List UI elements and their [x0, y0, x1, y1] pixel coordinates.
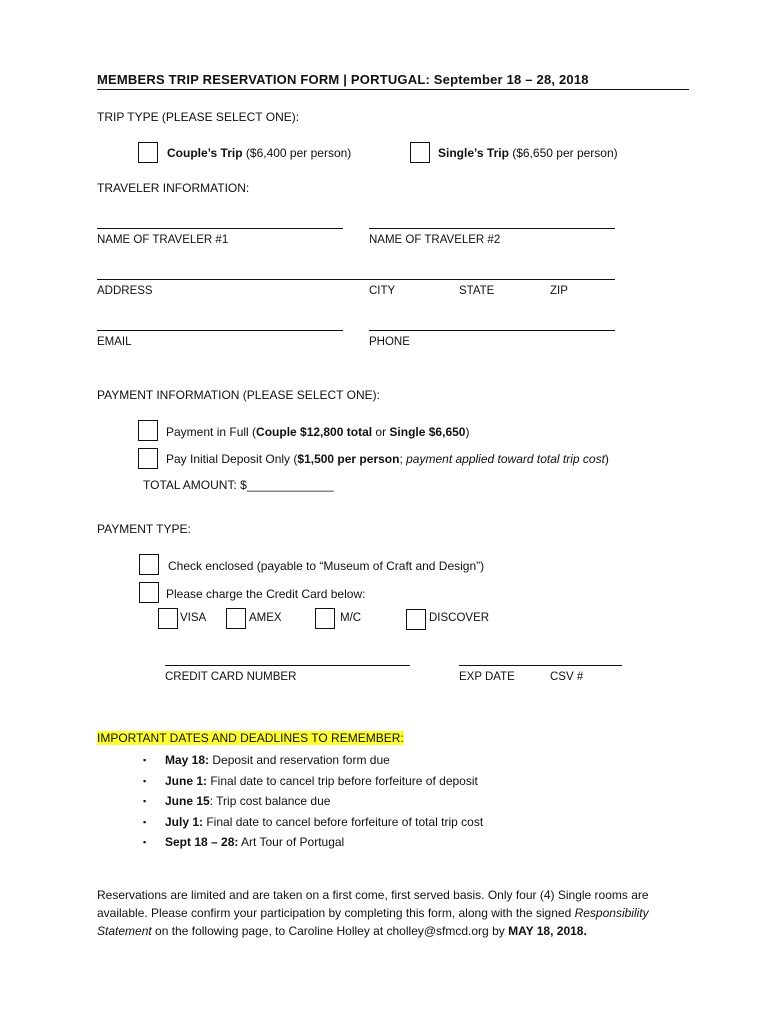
card-number-label: CREDIT CARD NUMBER — [165, 671, 297, 683]
deposit-label: Pay Initial Deposit Only ($1,500 per person; payment applied toward total trip cost) — [166, 452, 609, 466]
traveler2-name-field[interactable] — [369, 228, 615, 229]
list-item: ▪ June 1: Final date to cancel trip before forfeiture of deposit — [97, 771, 483, 792]
list-item: ▪ May 18: Deposit and reservation form due — [97, 750, 483, 771]
card-number-field[interactable] — [165, 665, 410, 666]
amex-label: AMEX — [249, 612, 282, 624]
dates-heading: IMPORTANT DATES AND DEADLINES TO REMEMBER: — [97, 731, 404, 745]
bullet-icon: ▪ — [143, 775, 147, 786]
reservation-note: Reservations are limited and are taken on a first come, first served basis. Only four (4) Single rooms are available. Please confirm your participation by completing this form, along with the signed Responsibility Statement on the following page, to Caroline Holley at cholley@sfmcd.org by MAY 18, 2018. — [97, 888, 649, 938]
single-trip-label: Single’s Trip ($6,650 per person) — [438, 146, 618, 160]
bullet-icon: ▪ — [143, 796, 147, 806]
city-label: CITY — [369, 285, 396, 297]
mc-checkbox[interactable] — [315, 608, 335, 629]
title-rule — [97, 89, 689, 90]
state-label: STATE — [459, 285, 495, 297]
list-item: ▪ Sept 18 – 28: Art Tour of Portugal — [97, 832, 483, 853]
credit-card-checkbox[interactable] — [139, 582, 159, 603]
single-trip-checkbox[interactable] — [410, 142, 430, 163]
payment-full-label: Payment in Full (Couple $12,800 total or Single $6,650) — [166, 425, 470, 439]
bullet-icon: ▪ — [143, 837, 147, 847]
page-title: MEMBERS TRIP RESERVATION FORM | PORTUGAL: September 18 – 28, 2018 — [97, 72, 589, 87]
address-label: ADDRESS — [97, 285, 153, 297]
traveler-info-heading: TRAVELER INFORMATION: — [97, 181, 250, 195]
visa-checkbox[interactable] — [158, 608, 178, 629]
list-item: ▪ July 1: Final date to cancel before forfeiture of total trip cost — [97, 812, 483, 833]
exp-csv-field[interactable] — [459, 665, 622, 666]
check-enclosed-label: Check enclosed (payable to “Museum of Craft and Design”) — [168, 559, 485, 573]
amex-checkbox[interactable] — [226, 608, 246, 629]
traveler2-name-label: NAME OF TRAVELER #2 — [369, 234, 501, 246]
deadlines-list — [97, 750, 483, 853]
csv-label: CSV # — [550, 671, 584, 683]
zip-label: ZIP — [550, 285, 568, 297]
payment-info-heading: PAYMENT INFORMATION (PLEASE SELECT ONE): — [97, 388, 380, 402]
total-amount-field[interactable]: _____________ — [246, 478, 334, 492]
traveler1-name-label: NAME OF TRAVELER #1 — [97, 234, 229, 246]
discover-label: DISCOVER — [429, 612, 490, 624]
email-field[interactable] — [97, 330, 343, 331]
bullet-icon: ▪ — [143, 755, 147, 765]
list-item: ▪ June 15: Trip cost balance due — [97, 791, 483, 812]
deposit-checkbox[interactable] — [138, 448, 158, 469]
exp-date-label: EXP DATE — [459, 671, 515, 683]
phone-field[interactable] — [369, 330, 615, 331]
bullet-icon: ▪ — [143, 816, 147, 827]
address-field[interactable] — [97, 279, 615, 280]
email-label: EMAIL — [97, 336, 132, 348]
visa-label: VISA — [180, 612, 207, 624]
check-enclosed-checkbox[interactable] — [139, 554, 159, 575]
credit-card-label: Please charge the Credit Card below: — [166, 587, 366, 601]
traveler1-name-field[interactable] — [97, 228, 343, 229]
phone-label: PHONE — [369, 336, 410, 348]
couple-trip-label: Couple’s Trip ($6,400 per person) — [167, 146, 352, 160]
total-amount — [143, 478, 334, 492]
total-amount-label: TOTAL AMOUNT: $ — [143, 478, 247, 492]
couple-trip-checkbox[interactable] — [138, 142, 158, 163]
payment-type-heading: PAYMENT TYPE: — [97, 522, 191, 536]
mc-label: M/C — [340, 612, 362, 624]
payment-full-checkbox[interactable] — [138, 420, 158, 441]
trip-type-heading: TRIP TYPE (PLEASE SELECT ONE): — [97, 110, 300, 124]
discover-checkbox[interactable] — [406, 609, 426, 630]
